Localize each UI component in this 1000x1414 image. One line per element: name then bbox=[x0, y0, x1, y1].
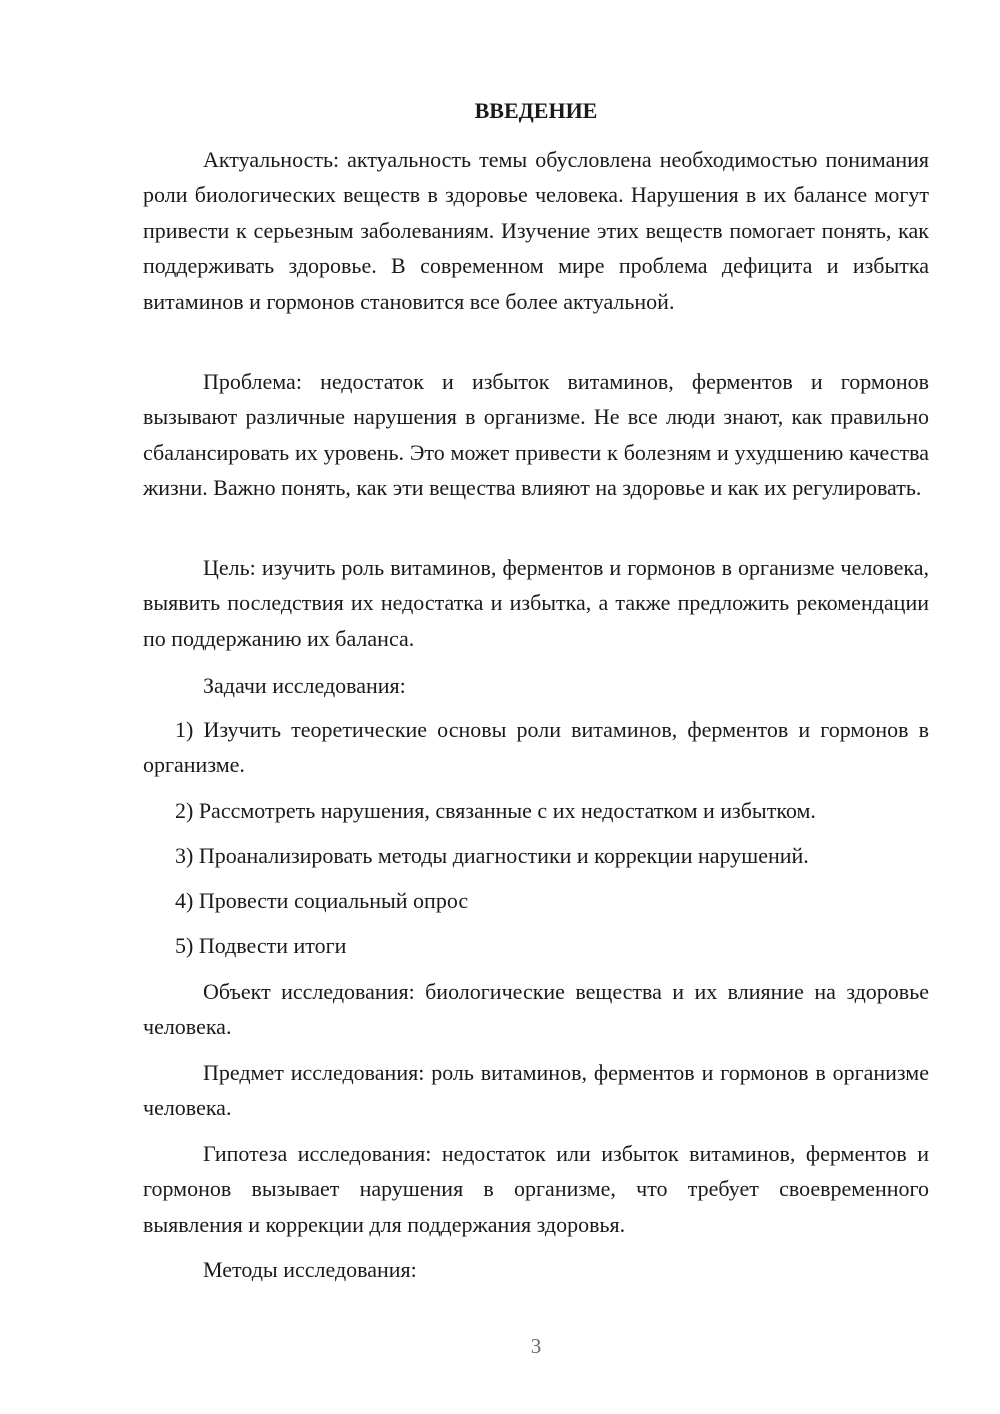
paragraph-hypothesis: Гипотеза исследования: недостаток или избыток витаминов, ферментов и гормонов вызывает нарушения в организме, что требует своевременного выявления и коррекции для поддержания здоровья. bbox=[143, 1141, 929, 1237]
section-heading: ВВЕДЕНИЕ bbox=[474, 98, 598, 123]
paragraph-goal: Цель: изучить роль витаминов, ферментов и гормонов в организме человека, выявить последствия их недостатка и избытка, а также предложить рекомендации по поддержанию их баланса. bbox=[143, 555, 929, 651]
task-item-4: 4) Провести социальный опрос bbox=[175, 888, 469, 913]
paragraph-methods: Методы исследования: bbox=[203, 1257, 417, 1282]
paragraph-subject: Предмет исследования: роль витаминов, ферментов и гормонов в организме человека. bbox=[143, 1060, 929, 1121]
task-item-3: 3) Проанализировать методы диагностики и коррекции нарушений. bbox=[175, 843, 809, 868]
task-item-1: 1) Изучить теоретические основы роли витаминов, ферментов и гормонов в организме. bbox=[143, 717, 929, 778]
paragraph-tasks-intro: Задачи исследования: bbox=[203, 673, 406, 698]
paragraph-relevance: Актуальность: актуальность темы обусловлена необходимостью понимания роли биологических веществ в здоровье человека. Нарушения в их балансе могут привести к серьезным заболеваниям. Изучение этих веществ помогает понять, как поддерживать здоровье. В современном мире проблема дефицита и избытка витаминов и гормонов становится все более актуальной. bbox=[143, 147, 929, 314]
page-number: 3 bbox=[530, 1334, 542, 1358]
paragraph-object: Объект исследования: биологические вещества и их влияние на здоровье человека. bbox=[143, 979, 929, 1040]
paragraph-problem: Проблема: недостаток и избыток витаминов, ферментов и гормонов вызывают различные нарушения в организме. Не все люди знают, как правильно сбалансировать их уровень. Это может привести к болезням и ухудшению качества жизни. Важно понять, как эти вещества влияют на здоровье и как их регулировать. bbox=[143, 369, 929, 501]
task-item-5: 5) Подвести итоги bbox=[175, 933, 347, 958]
task-item-2: 2) Рассмотреть нарушения, связанные с их недостатком и избытком. bbox=[175, 798, 816, 823]
